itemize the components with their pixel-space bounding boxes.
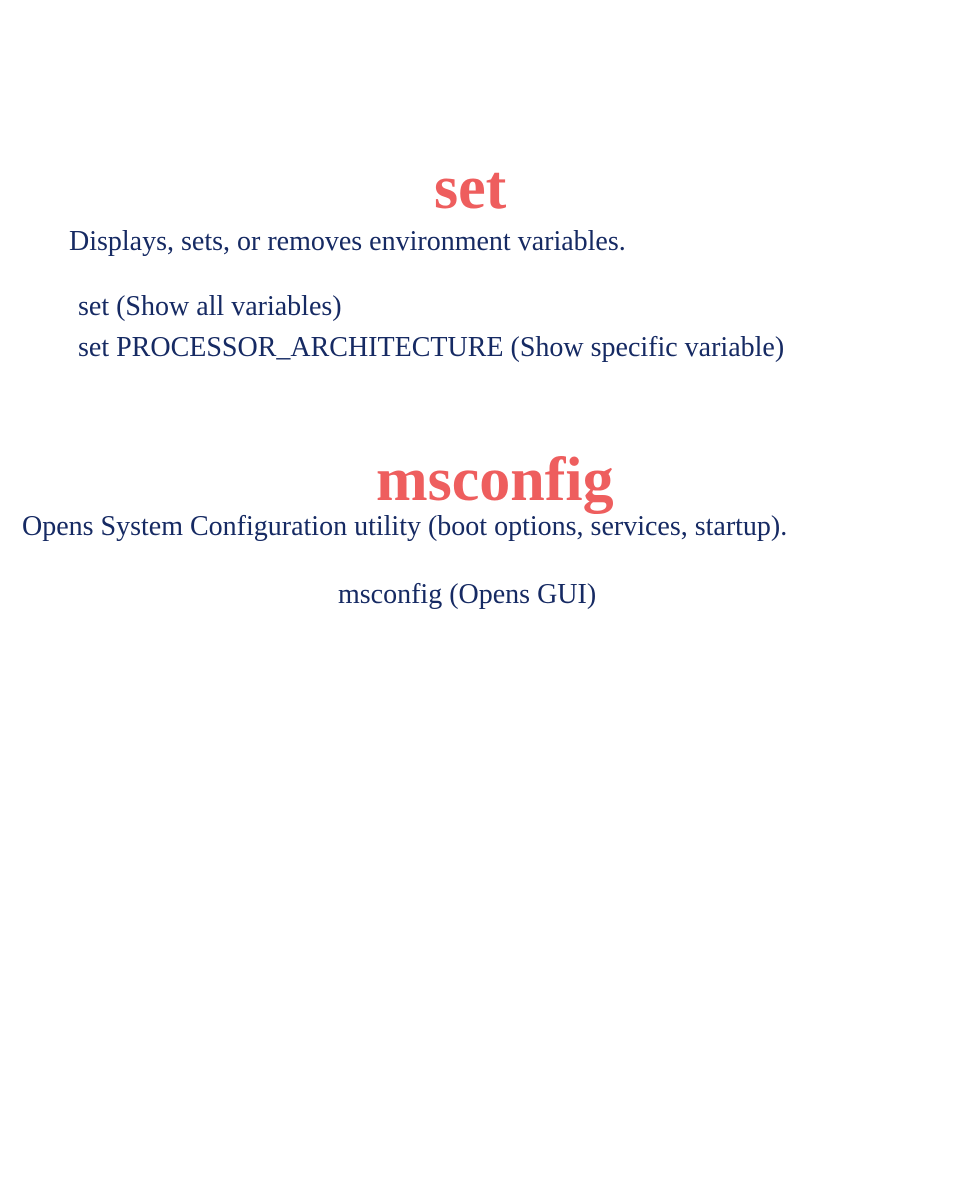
- command-example: set (Show all variables): [78, 291, 342, 322]
- command-description: Displays, sets, or removes environment variables.: [69, 226, 626, 257]
- command-description: Opens System Configuration utility (boot options, services, startup).: [22, 511, 788, 542]
- command-title: msconfig: [376, 446, 614, 514]
- command-title: set: [434, 154, 507, 222]
- command-example: set PROCESSOR_ARCHITECTURE (Show specific variable): [78, 332, 785, 363]
- command-example: msconfig (Opens GUI): [338, 579, 597, 610]
